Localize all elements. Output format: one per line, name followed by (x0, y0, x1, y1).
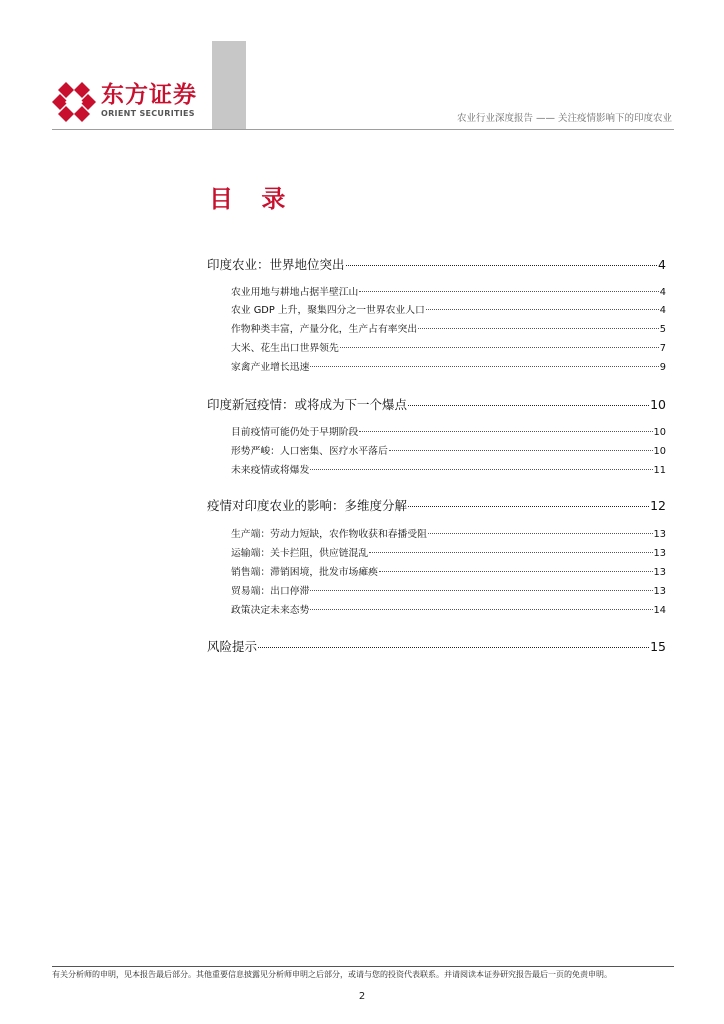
dot-leader (340, 347, 659, 348)
toc-entry-page: 5 (659, 324, 666, 335)
dot-leader (359, 291, 658, 292)
toc-entry-title: 运输端：关卡拦阻，供应链混乱 (231, 548, 369, 559)
toc-entry-page: 13 (653, 548, 666, 559)
dot-leader (379, 571, 653, 572)
toc-subsection-entry[interactable] (231, 424, 666, 438)
toc-entry-page: 4 (659, 305, 666, 316)
dot-leader (310, 366, 658, 367)
toc-section-entry[interactable] (207, 395, 666, 413)
toc-entry-page: 13 (653, 586, 666, 597)
toc-subsection-entry[interactable] (231, 340, 666, 354)
toc-heading: 目 录 (209, 185, 296, 213)
toc-entry-title: 农业用地与耕地占据半壁江山 (231, 287, 359, 298)
toc-entry-page: 4 (659, 287, 666, 298)
toc-entry-title: 政策决定未来态势 (231, 605, 310, 616)
dot-leader (359, 431, 652, 432)
toc-entry-page: 4 (658, 257, 666, 272)
toc-entry-page: 11 (653, 465, 666, 476)
toc-entry-title: 大米、花生出口世界领先 (231, 343, 339, 354)
dot-leader (408, 506, 649, 507)
toc-entry-title: 销售端：滞销困境，批发市场瘫痪 (231, 567, 378, 578)
dot-leader (310, 469, 652, 470)
dot-leader (408, 405, 649, 406)
logo-english-name: ORIENT SECURITIES (101, 109, 195, 118)
toc-entry-page: 13 (653, 529, 666, 540)
toc-section-entry[interactable] (207, 496, 666, 514)
dot-leader (369, 552, 652, 553)
toc-entry-title: 风险提示 (207, 639, 258, 654)
dot-leader (258, 647, 649, 648)
dot-leader (426, 309, 659, 310)
toc-entry-title: 印度新冠疫情：或将成为下一个爆点 (207, 397, 408, 412)
toc-entry-title: 印度农业：世界地位突出 (207, 257, 345, 272)
toc-subsection-entry[interactable] (231, 602, 666, 616)
toc-entry-title: 贸易端：出口停滞 (231, 586, 310, 597)
toc-entry-page: 9 (659, 362, 666, 373)
toc-subsection-entry[interactable] (231, 564, 666, 578)
toc-entry-title: 疫情对印度农业的影响：多维度分解 (207, 498, 408, 513)
orient-securities-logo-icon (52, 80, 96, 124)
toc-entry-page: 13 (653, 567, 666, 578)
footer-rule (52, 966, 674, 967)
toc-entry-title: 形势严峻：人口密集、医疗水平落后 (231, 446, 388, 457)
toc-entry-title: 目前疫情可能仍处于早期阶段 (231, 427, 359, 438)
footer-disclaimer: 有关分析师的申明，见本报告最后部分。其他重要信息披露见分析师申明之后部分，或请与您的投资代表联系。并请阅读本证券研究报告最后一页的免责申明。 (52, 970, 612, 979)
toc-subsection-entry[interactable] (231, 302, 666, 316)
header-rule (52, 129, 674, 130)
page-number: 2 (358, 991, 366, 1002)
toc-subsection-entry[interactable] (231, 583, 666, 597)
toc-subsection-entry[interactable] (231, 443, 666, 457)
toc-entry-title: 农业 GDP 上升，聚集四分之一世界农业人口 (231, 305, 425, 316)
report-header-title: 农业行业深度报告 —— 关注疫情影响下的印度农业 (456, 113, 672, 124)
toc-entry-page: 10 (653, 427, 666, 438)
toc-entry-page: 12 (650, 498, 666, 513)
toc-entry-title: 家禽产业增长迅速 (231, 362, 310, 373)
dot-leader (428, 533, 653, 534)
toc-subsection-entry[interactable] (231, 545, 666, 559)
toc-subsection-entry[interactable] (231, 284, 666, 298)
toc-section-entry[interactable] (207, 637, 666, 655)
toc-entry-page: 7 (659, 343, 666, 354)
dot-leader (418, 328, 659, 329)
toc-entry-page: 10 (650, 397, 666, 412)
header-gray-bar (212, 41, 246, 129)
toc-entry-title: 生产端：劳动力短缺，农作物收获和春播受阻 (231, 529, 427, 540)
toc-entry-page: 14 (653, 605, 666, 616)
dot-leader (310, 590, 652, 591)
dot-leader (389, 450, 653, 451)
toc-section-entry[interactable] (207, 255, 666, 273)
dot-leader (310, 609, 652, 610)
toc-entry-title: 作物种类丰富，产量分化，生产占有率突出 (231, 324, 418, 335)
toc-entry-page: 10 (653, 446, 666, 457)
toc-subsection-entry[interactable] (231, 321, 666, 335)
toc-entry-title: 未来疫情或将爆发 (231, 465, 310, 476)
toc-subsection-entry[interactable] (231, 359, 666, 373)
toc-subsection-entry[interactable] (231, 462, 666, 476)
dot-leader (346, 265, 658, 266)
toc-subsection-entry[interactable] (231, 526, 666, 540)
logo-chinese-name: 东方证券 (101, 82, 197, 108)
toc-entry-page: 15 (650, 639, 666, 654)
